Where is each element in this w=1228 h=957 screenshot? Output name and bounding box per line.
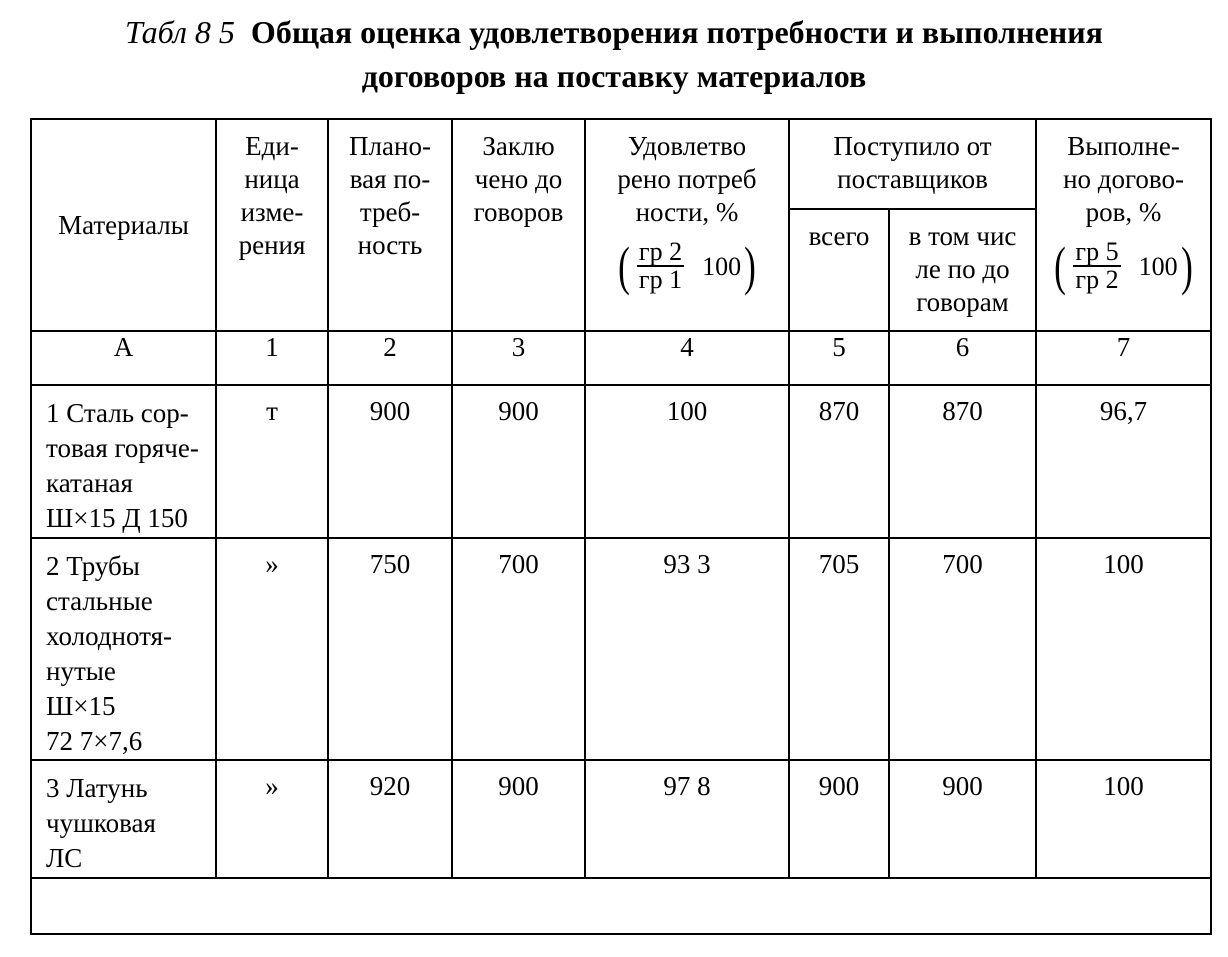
cell-received-contract: 870 [889, 385, 1036, 538]
data-table [30, 118, 1212, 935]
header-fulfilled: Выполне- но догово- ров, % ( гр 5 гр 2 100 ) [1036, 119, 1211, 331]
header-received-total: всего [789, 209, 889, 331]
cell-unit: т [216, 385, 328, 538]
empty-cell [31, 878, 1211, 934]
title-text-1: Общая оценка удовлетворения потребности и выполнения [250, 14, 1103, 50]
table-row [31, 538, 1211, 760]
column-number: 1 [216, 331, 328, 385]
cell-unit: » [216, 538, 328, 760]
cell-contracted: 900 [452, 385, 585, 538]
column-number: 7 [1036, 331, 1211, 385]
header-received-contract: в том чис ле по до говорам [889, 209, 1036, 331]
table-title [0, 10, 1228, 98]
column-number-row [31, 331, 1211, 385]
table-row [31, 385, 1211, 538]
cell-satisfied: 100 [585, 385, 789, 538]
formula-multiplier: 100 [1138, 251, 1178, 281]
material-name: 3 Латунь чушковая ЛС [31, 760, 216, 878]
column-number: 2 [328, 331, 452, 385]
header-plan: Плано- вая по- треб- ность [328, 119, 452, 331]
title-line-2 [0, 54, 1228, 98]
cell-contracted: 900 [452, 760, 585, 878]
material-name: 2 Трубы стальные холоднотя- нутые Ш×15 72 7×7,6 [31, 538, 216, 760]
header-unit: Еди- ница изме- рения [216, 119, 328, 331]
cell-received-total: 870 [789, 385, 889, 538]
cell-plan: 750 [328, 538, 452, 760]
cell-satisfied: 93 3 [585, 538, 789, 760]
cell-fulfilled: 100 [1036, 760, 1211, 878]
column-number: 4 [585, 331, 789, 385]
cell-plan: 920 [328, 760, 452, 878]
table-label: Табл 8 5 [125, 14, 235, 50]
material-name: 1 Сталь сор- товая горяче- катаная Ш×15 Д 150 [31, 385, 216, 538]
title-line-1 [0, 10, 1228, 54]
column-number: А [31, 331, 216, 385]
header-contracted: Заклю чено до говоров [452, 119, 585, 331]
cell-received-contract: 700 [889, 538, 1036, 760]
formula-denominator: гр 1 [638, 265, 683, 294]
formula-numerator: гр 5 [1075, 237, 1119, 266]
cell-received-total: 900 [789, 760, 889, 878]
header-materials: Материалы [31, 119, 216, 331]
title-text-2: договоров на поставку материалов [361, 58, 867, 94]
header-received: Поступило от поставщиков [789, 119, 1036, 209]
cell-fulfilled: 96,7 [1036, 385, 1211, 538]
cell-fulfilled: 100 [1036, 538, 1211, 760]
header-satisfied: Удовлетво рено потреб ности, % ( гр 2 гр 1 100 ) [585, 119, 789, 331]
cell-satisfied: 97 8 [585, 760, 789, 878]
fulfilled-formula: ( гр 5 гр 2 100 ) [1054, 236, 1193, 296]
cell-received-contract: 900 [889, 760, 1036, 878]
empty-row [31, 878, 1211, 934]
satisfied-formula: ( гр 2 гр 1 100 ) [618, 236, 756, 296]
column-number: 3 [452, 331, 585, 385]
table-row [31, 760, 1211, 878]
cell-unit: » [216, 760, 328, 878]
formula-multiplier: 100 [702, 251, 742, 281]
cell-received-total: 705 [789, 538, 889, 760]
column-number: 5 [789, 331, 889, 385]
formula-numerator: гр 2 [638, 237, 683, 266]
cell-plan: 900 [328, 385, 452, 538]
column-number: 6 [889, 331, 1036, 385]
cell-contracted: 700 [452, 538, 585, 760]
formula-denominator: гр 2 [1075, 265, 1119, 294]
